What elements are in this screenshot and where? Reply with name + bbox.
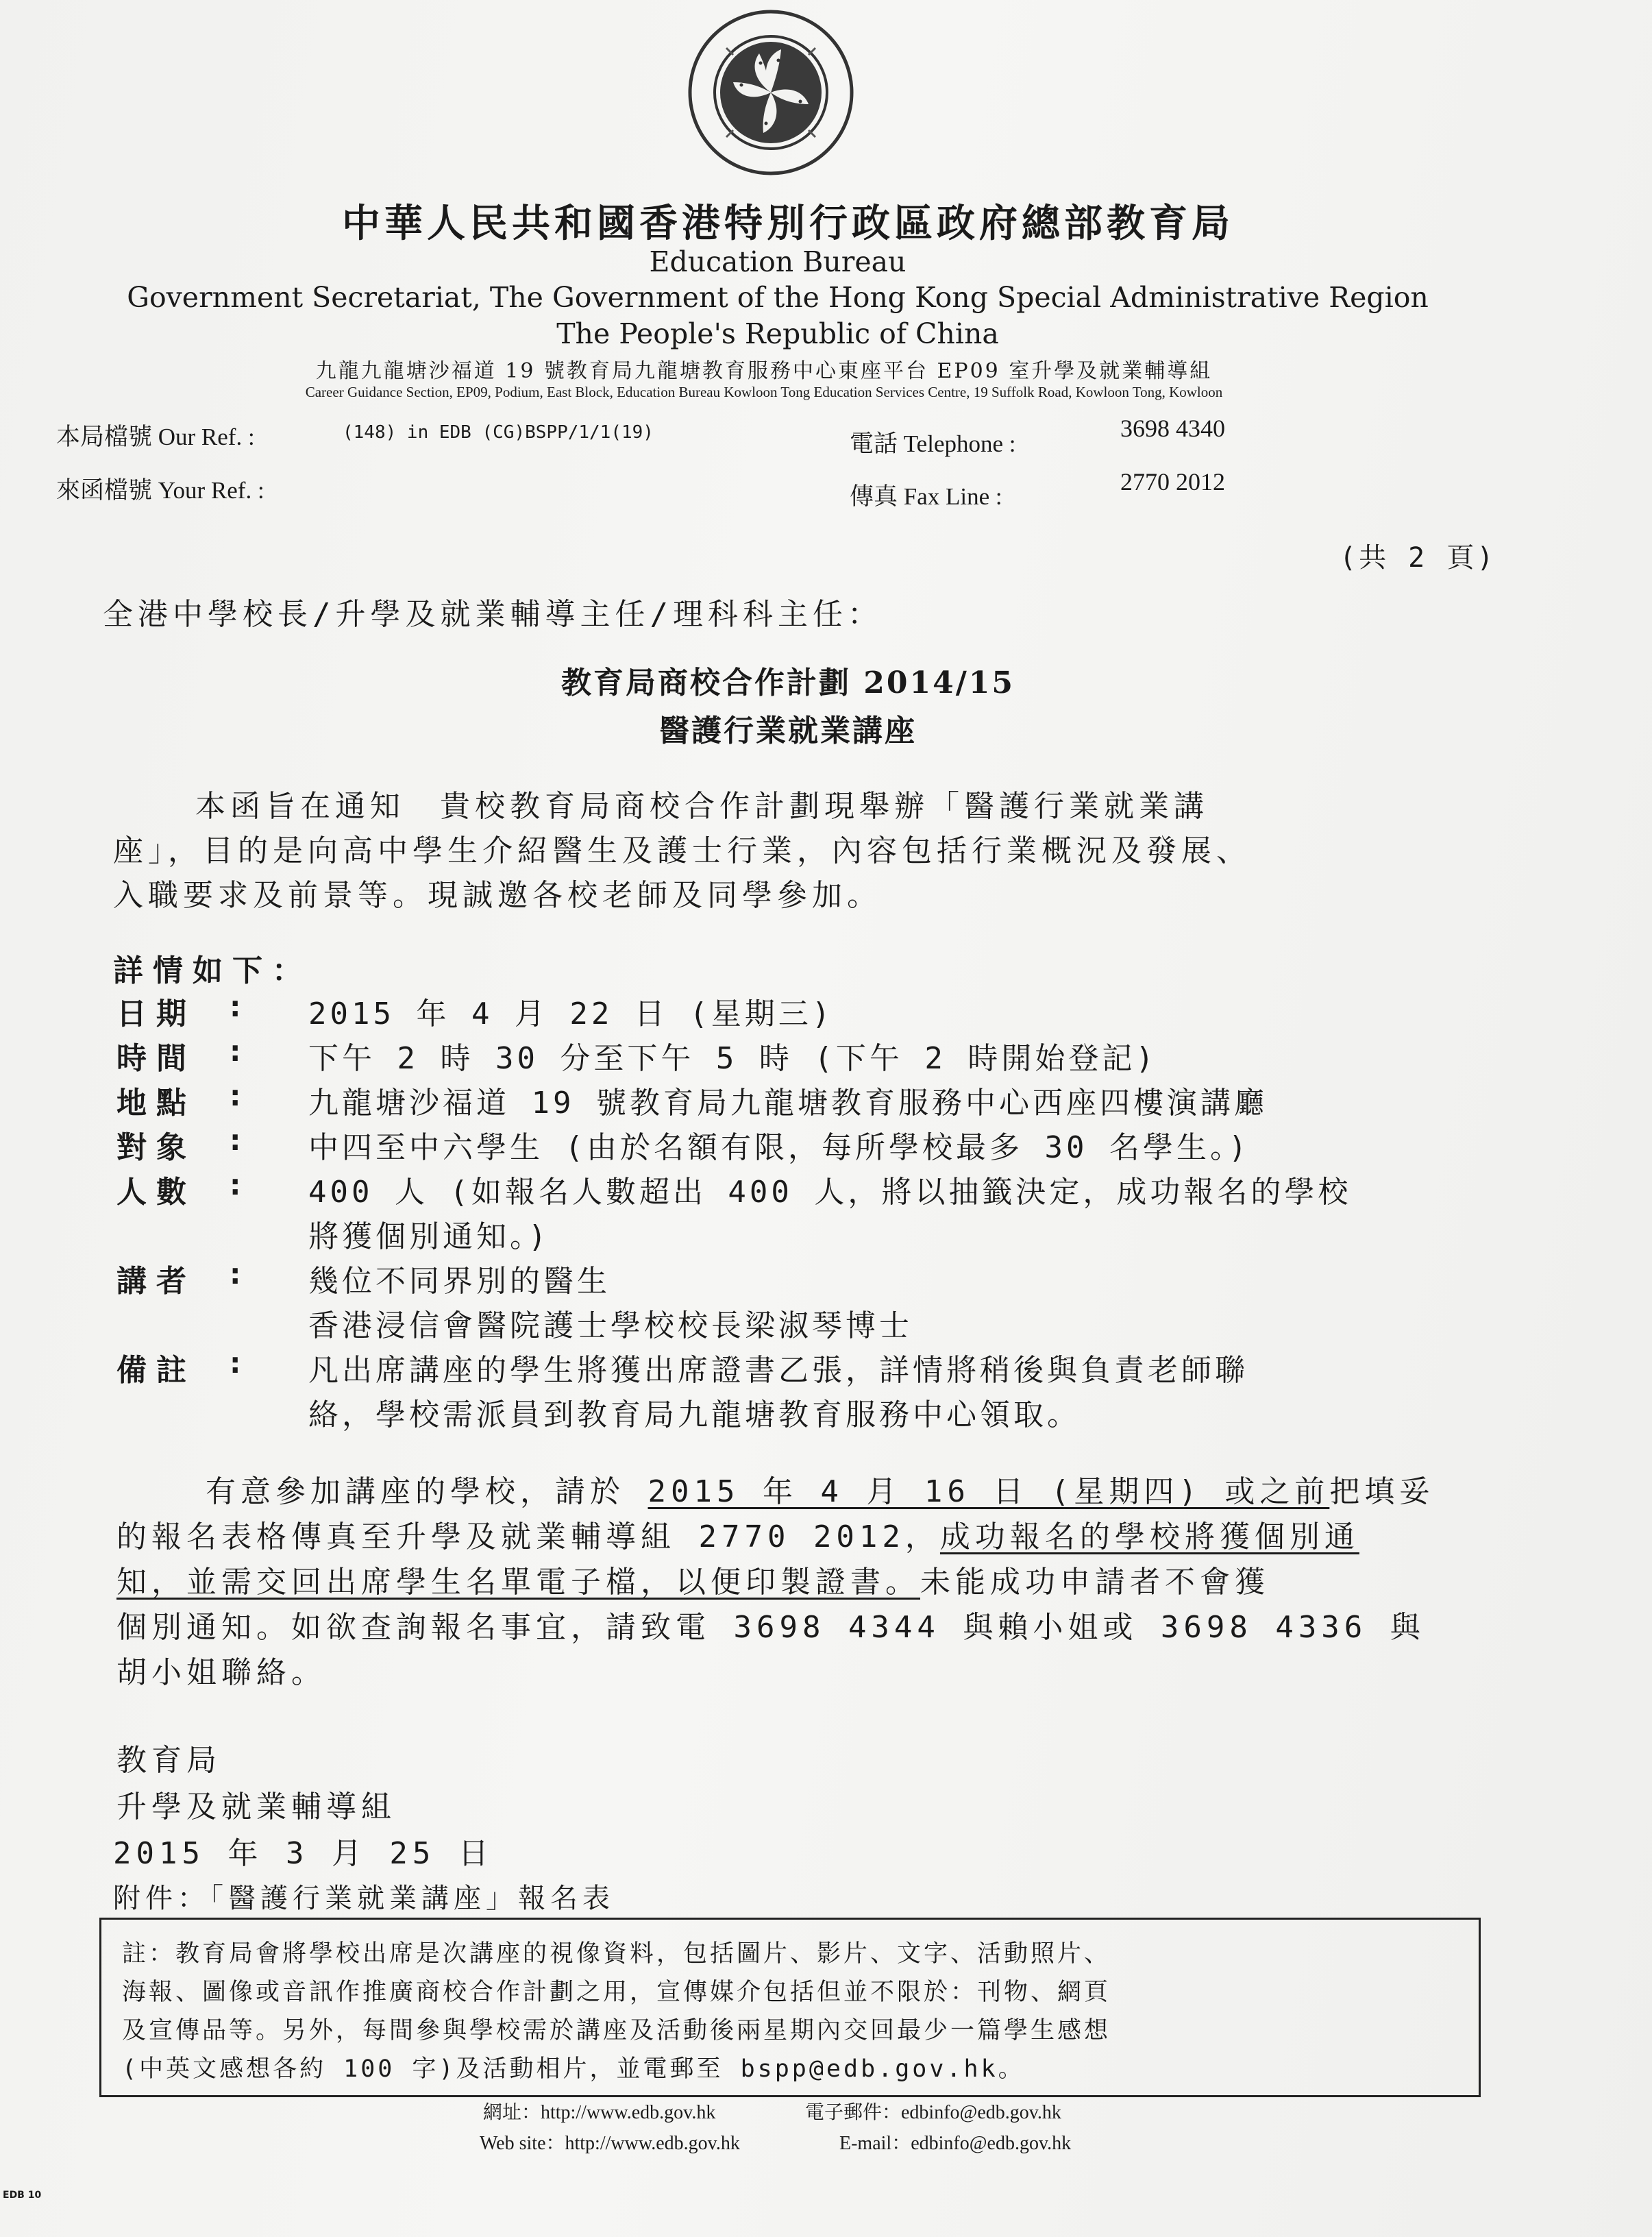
closing-line: [116, 1512, 1359, 1556]
closing-line: 胡小姐聯絡。: [116, 1655, 326, 1690]
address-zh: 九龍九龍塘沙福道 19 號教育局九龍塘教育服務中心東座平台 EP09 室升學及就業輔導組: [315, 359, 1213, 383]
detail-value: 凡出席講座的學生將獲出席證書乙張，詳情將稍後與負責老師聯: [308, 1353, 1248, 1388]
detail-label: 講者: [116, 1264, 196, 1299]
note-line: (中英文感想各約 100 字)及活動相片，並電郵至 bspp@edb.gov.hk。: [122, 2055, 1025, 2083]
telephone-label: 電話 Telephone :: [850, 430, 1016, 457]
closing-text: 的報名表格傳真至升學及就業輔導組 2770 2012，: [116, 1519, 940, 1554]
footer-email-en: E-mail：edbinfo@edb.gov.hk: [839, 2133, 1072, 2154]
fax-value: 2770 2012: [1120, 468, 1225, 496]
org-name-en-3: The People's Republic of China: [556, 317, 999, 350]
closing-text: 把填妥: [1329, 1474, 1435, 1509]
detail-value: 九龍塘沙福道 19 號教育局九龍塘教育服務中心西座四樓演講廳: [308, 1086, 1268, 1121]
detail-label: 備註: [116, 1353, 196, 1388]
our-ref-value: (148) in EDB (CG)BSPP/1/1(19): [343, 422, 654, 443]
detail-value: 香港浸信會醫院護士學校校長梁淑琴博士: [308, 1308, 913, 1343]
intro-line: 座」，目的是向高中學生介紹醫生及護士行業，內容包括行業概況及發展、: [113, 833, 1251, 868]
deadline-date: 2015 年 4 月 16 日 (星期四) 或之前: [648, 1474, 1330, 1509]
detail-label: 日期: [116, 997, 196, 1031]
note-line: 及宣傳品等。另外，每間參與學校需於講座及活動後兩星期內交回最少一篇學生感想: [122, 2017, 1111, 2044]
org-name-zh: 中華人民共和國香港特別行政區政府總部教育局: [342, 201, 1234, 246]
detail-value: 幾位不同界別的醫生: [308, 1264, 611, 1299]
closing-underlined: 成功報名的學校將獲個別通: [939, 1519, 1359, 1554]
detail-value: 400 人 (如報名人數超出 400 人，將以抽籤決定，成功報名的學校: [308, 1175, 1352, 1210]
detail-label: 時間: [116, 1041, 196, 1076]
signature-org: 教育局: [116, 1743, 221, 1778]
detail-colon: :: [226, 1345, 245, 1380]
your-ref-label: 來函檔號 Your Ref. :: [56, 477, 264, 504]
detail-value: 將獲個別通知。): [308, 1219, 550, 1254]
letter-subtitle: 醫護行業就業講座: [659, 713, 917, 748]
detail-colon: :: [226, 1078, 245, 1113]
attachment: 附件：「醫護行業就業講座」報名表: [113, 1883, 615, 1914]
addressee: 全港中學校長/升學及就業輔導主任/理科科主任：: [103, 597, 883, 632]
detail-label: 人數: [116, 1175, 196, 1210]
intro-line: 入職要求及前景等。現誠邀各校老師及同學參加。: [113, 878, 882, 913]
closing-line: [116, 1557, 1270, 1601]
telephone-value: 3698 4340: [1120, 415, 1225, 442]
hksar-emblem-icon: [685, 7, 856, 178]
detail-colon: :: [226, 1256, 245, 1291]
detail-value: 絡，學校需派員到教育局九龍塘教育服務中心領取。: [308, 1397, 1081, 1432]
signature-section: 升學及就業輔導組: [116, 1789, 396, 1824]
detail-value: 下午 2 時 30 分至下午 5 時 (下午 2 時開始登記): [308, 1041, 1157, 1076]
signature-date: 2015 年 3 月 25 日: [113, 1836, 493, 1871]
fax-label: 傳真 Fax Line :: [850, 483, 1002, 510]
detail-label: 地點: [116, 1086, 196, 1121]
footer-website-zh: 網址：http://www.edb.gov.hk: [483, 2102, 716, 2123]
closing-text: 有意參加講座的學校，請於: [206, 1474, 648, 1509]
form-code: EDB 10: [3, 2190, 42, 2201]
detail-colon: :: [226, 1123, 245, 1158]
detail-label: 對象: [116, 1130, 196, 1165]
detail-value: 2015 年 4 月 22 日 (星期三): [308, 997, 834, 1031]
note-line: 註：教育局會將學校出席是次講座的視像資料，包括圖片、影片、文字、活動照片、: [122, 1940, 1111, 1968]
details-heading: 詳情如下：: [113, 953, 312, 988]
closing-underlined: 知，並需交回出席學生名單電子檔，以便印製證書。: [116, 1565, 920, 1600]
detail-value: 中四至中六學生 (由於名額有限，每所學校最多 30 名學生。): [308, 1130, 1250, 1165]
org-name-en: Education Bureau: [649, 245, 907, 278]
closing-line: 個別通知。如欲查詢報名事宜，請致電 3698 4344 與賴小姐或 3698 4336 與: [116, 1610, 1425, 1645]
page-count: (共 2 頁): [1340, 542, 1496, 574]
intro-line: 本函旨在通知 貴校教育局商校合作計劃現舉辦「醫護行業就業講: [195, 789, 1209, 824]
detail-colon: :: [226, 989, 245, 1024]
address-en: Career Guidance Section, EP09, Podium, East Block, Education Bureau Kowloon Tong Education Services Centre, 19 Suffolk Road, Kowloon Tong, Kowloon: [305, 384, 1223, 400]
org-name-en-2: Government Secretariat, The Government of the Hong Kong Special Administrative Region: [127, 281, 1429, 314]
footer-email-zh: 電子郵件：edbinfo@edb.gov.hk: [805, 2102, 1061, 2123]
detail-colon: :: [226, 1034, 245, 1068]
note-box: [99, 1918, 1481, 2097]
closing-line: [206, 1467, 1434, 1511]
footer-website-en: Web site：http://www.edb.gov.hk: [480, 2133, 740, 2154]
letter-title: 教育局商校合作計劃 2014/15: [560, 665, 1015, 700]
our-ref-label: 本局檔號 Our Ref. :: [56, 424, 255, 450]
closing-text: 未能成功申請者不會獲: [920, 1565, 1270, 1600]
note-line: 海報、圖像或音訊作推廣商校合作計劃之用，宣傳媒介包括但並不限於：刊物、網頁: [122, 1979, 1111, 2006]
detail-colon: :: [226, 1167, 245, 1202]
